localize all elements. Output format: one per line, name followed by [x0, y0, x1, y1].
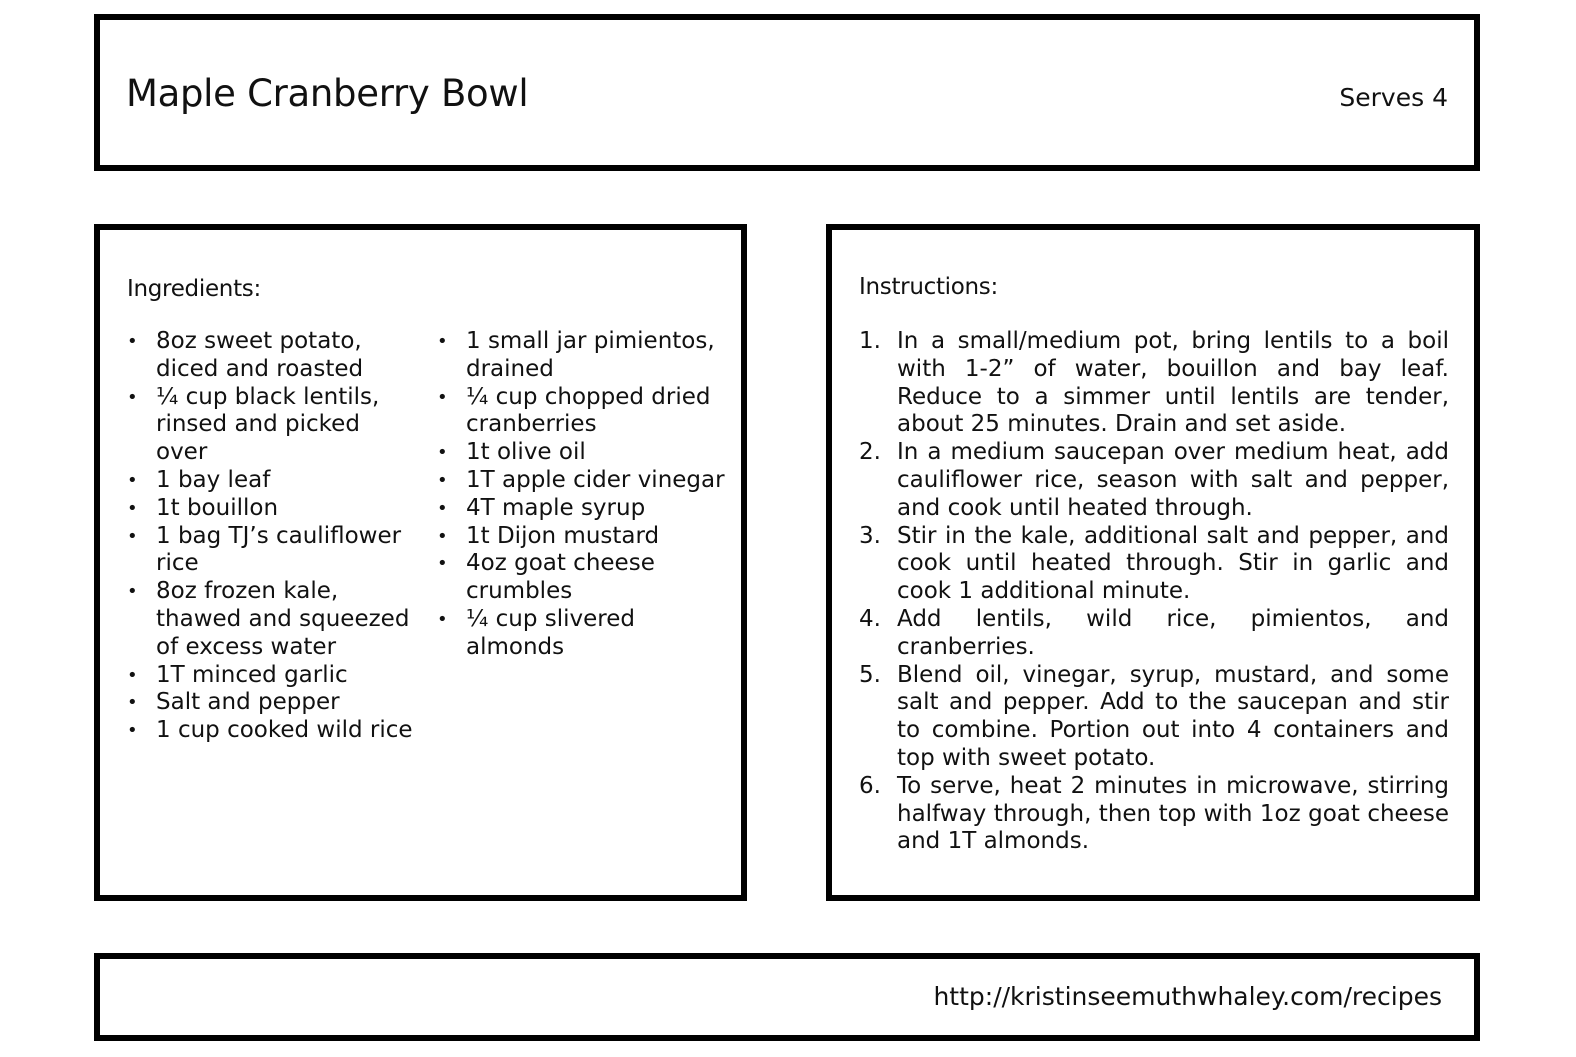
ingredient-text: 1 bay leaf — [156, 466, 271, 493]
ingredient-item — [127, 495, 417, 523]
ingredient-text: ¼ cup chopped dried cranberries — [466, 383, 711, 438]
instruction-step — [859, 328, 1449, 439]
ingredients-heading: Ingredients: — [127, 276, 261, 302]
bullet-icon: • — [127, 331, 138, 352]
ingredient-item — [127, 689, 417, 717]
instruction-step — [859, 662, 1449, 773]
ingredient-item — [127, 662, 417, 690]
bullet-icon: • — [127, 469, 138, 491]
step-number: 2. — [859, 439, 881, 466]
ingredient-item — [127, 328, 417, 384]
step-text: To serve, heat 2 minutes in microwave, stirring halfway through, then top with 1oz goat cheese and 1T almonds. — [897, 772, 1449, 855]
bullet-icon: • — [127, 692, 138, 714]
ingredients-panel — [94, 224, 747, 901]
ingredient-text: Salt and pepper — [156, 689, 340, 716]
ingredient-text: 8oz sweet potato, diced and roasted — [156, 328, 364, 382]
bullet-icon: • — [437, 525, 448, 547]
ingredients-list-column-2 — [437, 328, 737, 662]
instruction-step — [859, 523, 1449, 606]
ingredient-item — [127, 384, 417, 467]
ingredient-item — [437, 467, 737, 495]
step-number: 3. — [859, 522, 881, 549]
ingredient-item — [437, 384, 737, 440]
ingredient-text: 1 bag TJ’s cauliflower rice — [156, 522, 402, 577]
step-number: 1. — [859, 328, 881, 354]
bullet-icon: • — [127, 664, 138, 686]
bullet-icon: • — [127, 581, 138, 603]
step-text: Blend oil, vinegar, syrup, mustard, and some salt and pepper. Add to the saucepan and stir to combine. Portion out into 4 containers and top with sweet potato. — [897, 661, 1449, 771]
recipe-footer — [94, 953, 1480, 1041]
bullet-icon: • — [437, 442, 448, 464]
ingredient-item — [127, 578, 417, 661]
ingredient-item — [437, 523, 737, 551]
step-text: In a small/medium pot, bring lentils to a boil with 1-2” of water, bouillon and bay leaf. Reduce to a simmer until lentils are tender, about 25 minutes. Drain and set aside. — [897, 328, 1449, 438]
ingredient-text: 1t Dijon mustard — [466, 522, 660, 549]
bullet-icon: • — [127, 386, 138, 408]
bullet-icon: • — [127, 497, 138, 519]
bullet-icon: • — [437, 386, 448, 408]
step-number: 4. — [859, 605, 881, 632]
step-text: In a medium saucepan over medium heat, add cauliflower rice, season with salt and pepper, and cook until heated through. — [897, 439, 1449, 521]
ingredient-item — [437, 606, 737, 662]
ingredient-item — [437, 328, 737, 384]
ingredient-text: ¼ cup black lentils, rinsed and picked over — [156, 383, 380, 466]
bullet-icon: • — [127, 525, 138, 547]
instruction-step — [859, 439, 1449, 522]
ingredient-text: 1 small jar pimientos, drained — [466, 328, 715, 382]
ingredient-item — [437, 439, 737, 467]
ingredient-text: 4T maple syrup — [466, 494, 646, 521]
instruction-step — [859, 773, 1449, 856]
ingredient-item — [127, 717, 417, 745]
recipe-header — [94, 14, 1480, 171]
bullet-icon: • — [127, 720, 138, 742]
ingredient-text: 1t olive oil — [466, 439, 586, 466]
ingredient-text: 4oz goat cheese crumbles — [466, 550, 655, 605]
ingredient-text: 8oz frozen kale, thawed and squeezed of excess water — [156, 578, 410, 660]
ingredients-list-column-1 — [127, 328, 417, 745]
instructions-list — [859, 328, 1449, 856]
recipe-title: Maple Cranberry Bowl — [126, 72, 529, 115]
bullet-icon: • — [437, 608, 448, 630]
ingredient-text: 1T minced garlic — [156, 661, 348, 688]
step-text: Stir in the kale, additional salt and pepper, and cook until heated through. Stir in garlic and cook 1 additional minute. — [897, 522, 1449, 605]
step-text: Add lentils, wild rice, pimientos, and cranberries. — [897, 605, 1449, 660]
ingredient-item — [437, 550, 737, 606]
ingredient-text: ¼ cup slivered almonds — [466, 605, 635, 660]
ingredient-item — [127, 523, 417, 579]
ingredient-item — [437, 495, 737, 523]
source-url: http://kristinseemuthwhaley.com/recipes — [933, 982, 1442, 1011]
step-number: 6. — [859, 772, 881, 799]
bullet-icon: • — [437, 469, 448, 491]
ingredient-item — [127, 467, 417, 495]
serving-count: Serves 4 — [1339, 83, 1448, 112]
bullet-icon: • — [437, 553, 448, 575]
bullet-icon: • — [437, 331, 448, 352]
bullet-icon: • — [437, 497, 448, 519]
instructions-heading: Instructions: — [859, 274, 998, 300]
instruction-step — [859, 606, 1449, 662]
ingredient-text: 1T apple cider vinegar — [466, 466, 725, 493]
ingredient-text: 1t bouillon — [156, 494, 279, 521]
step-number: 5. — [859, 661, 881, 688]
instructions-panel — [826, 224, 1480, 901]
ingredient-text: 1 cup cooked wild rice — [156, 717, 413, 744]
